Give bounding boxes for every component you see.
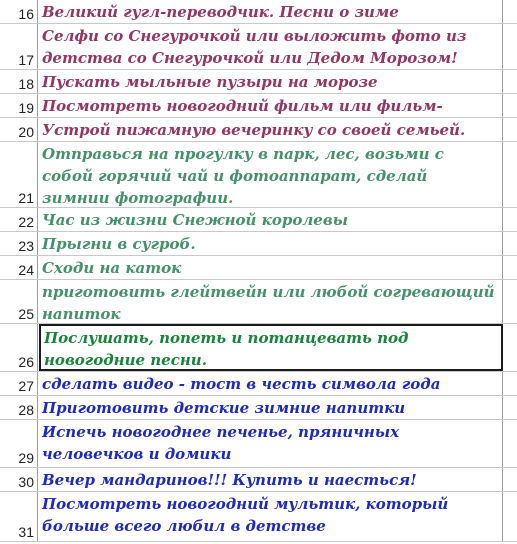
task-cell[interactable]: Сходи на каток — [39, 256, 503, 279]
table-row — [0, 70, 517, 94]
empty-cell[interactable] — [503, 94, 517, 117]
task-cell[interactable]: Отправься на прогулку в парк, лес, возьми с собой горячий чай и фотоаппарат, сделай зимнии фотографии. — [39, 142, 503, 207]
empty-cell[interactable] — [503, 118, 517, 141]
table-row — [0, 396, 517, 420]
empty-cell[interactable] — [503, 24, 517, 69]
empty-cell[interactable] — [503, 468, 517, 491]
table-row — [0, 280, 517, 324]
row-header[interactable]: 17 — [0, 24, 38, 69]
table-row — [0, 256, 517, 280]
task-cell[interactable]: Селфи со Снегурочкой или выложить фото из детства со Снегурочкой или Дедом Морозом! — [39, 24, 503, 69]
row-header[interactable]: 29 — [0, 420, 38, 467]
table-row — [0, 420, 517, 468]
row-header[interactable]: 16 — [0, 0, 38, 23]
table-row — [0, 118, 517, 142]
row-header[interactable]: 28 — [0, 396, 38, 419]
task-cell[interactable]: Испечь новогоднее печенье, пряничных человечков и домики — [39, 420, 503, 467]
empty-cell[interactable] — [503, 372, 517, 395]
row-header[interactable]: 27 — [0, 372, 38, 395]
empty-cell[interactable] — [503, 396, 517, 419]
task-cell[interactable]: Прыгни в сугроб. — [39, 232, 503, 255]
table-row — [0, 324, 517, 372]
row-header[interactable]: 22 — [0, 208, 38, 231]
row-header[interactable]: 25 — [0, 280, 38, 323]
empty-cell[interactable] — [503, 324, 517, 371]
task-cell[interactable]: Час из жизни Снежной королевы — [39, 208, 503, 231]
table-row — [0, 142, 517, 208]
row-header[interactable]: 18 — [0, 70, 38, 93]
empty-cell[interactable] — [503, 0, 517, 23]
empty-cell[interactable] — [503, 256, 517, 279]
selected-task-cell[interactable]: Послушать, попеть и потанцевать под новогодние песни. — [39, 324, 503, 371]
table-row — [0, 372, 517, 396]
task-cell[interactable]: Приготовить детские зимние напитки — [39, 396, 503, 419]
row-header[interactable]: 26 — [0, 324, 38, 371]
task-cell[interactable]: Посмотреть новогодний фильм или фильм- — [39, 94, 503, 117]
table-row — [0, 492, 517, 542]
row-header[interactable]: 30 — [0, 468, 38, 491]
empty-cell[interactable] — [503, 208, 517, 231]
empty-cell[interactable] — [503, 492, 517, 541]
task-cell[interactable]: сделать видео - тост в честь символа года — [39, 372, 503, 395]
task-cell[interactable]: Великий гугл-переводчик. Песни о зиме — [39, 0, 503, 23]
task-cell[interactable]: приготовить глейтвейн или любой согревающий напиток — [39, 280, 503, 323]
row-header[interactable]: 21 — [0, 142, 38, 207]
table-row — [0, 24, 517, 70]
table-row — [0, 94, 517, 118]
table-row — [0, 0, 517, 24]
table-row — [0, 232, 517, 256]
task-cell[interactable]: Посмотреть новогодний мультик, который больше всего любил в детстве — [39, 492, 503, 541]
row-header[interactable]: 24 — [0, 256, 38, 279]
row-header[interactable]: 31 — [0, 492, 38, 541]
empty-cell[interactable] — [503, 280, 517, 323]
task-cell[interactable]: Устрой пижамную вечеринку со своей семьей. — [39, 118, 503, 141]
task-cell[interactable]: Вечер мандаринов!!! Купить и наесться! — [39, 468, 503, 491]
empty-cell[interactable] — [503, 232, 517, 255]
table-row — [0, 468, 517, 492]
table-row — [0, 208, 517, 232]
row-header[interactable]: 23 — [0, 232, 38, 255]
row-header[interactable]: 19 — [0, 94, 38, 117]
empty-cell[interactable] — [503, 70, 517, 93]
row-header[interactable]: 20 — [0, 118, 38, 141]
empty-cell[interactable] — [503, 420, 517, 467]
task-cell[interactable]: Пускать мыльные пузыри на морозе — [39, 70, 503, 93]
empty-cell[interactable] — [503, 142, 517, 207]
